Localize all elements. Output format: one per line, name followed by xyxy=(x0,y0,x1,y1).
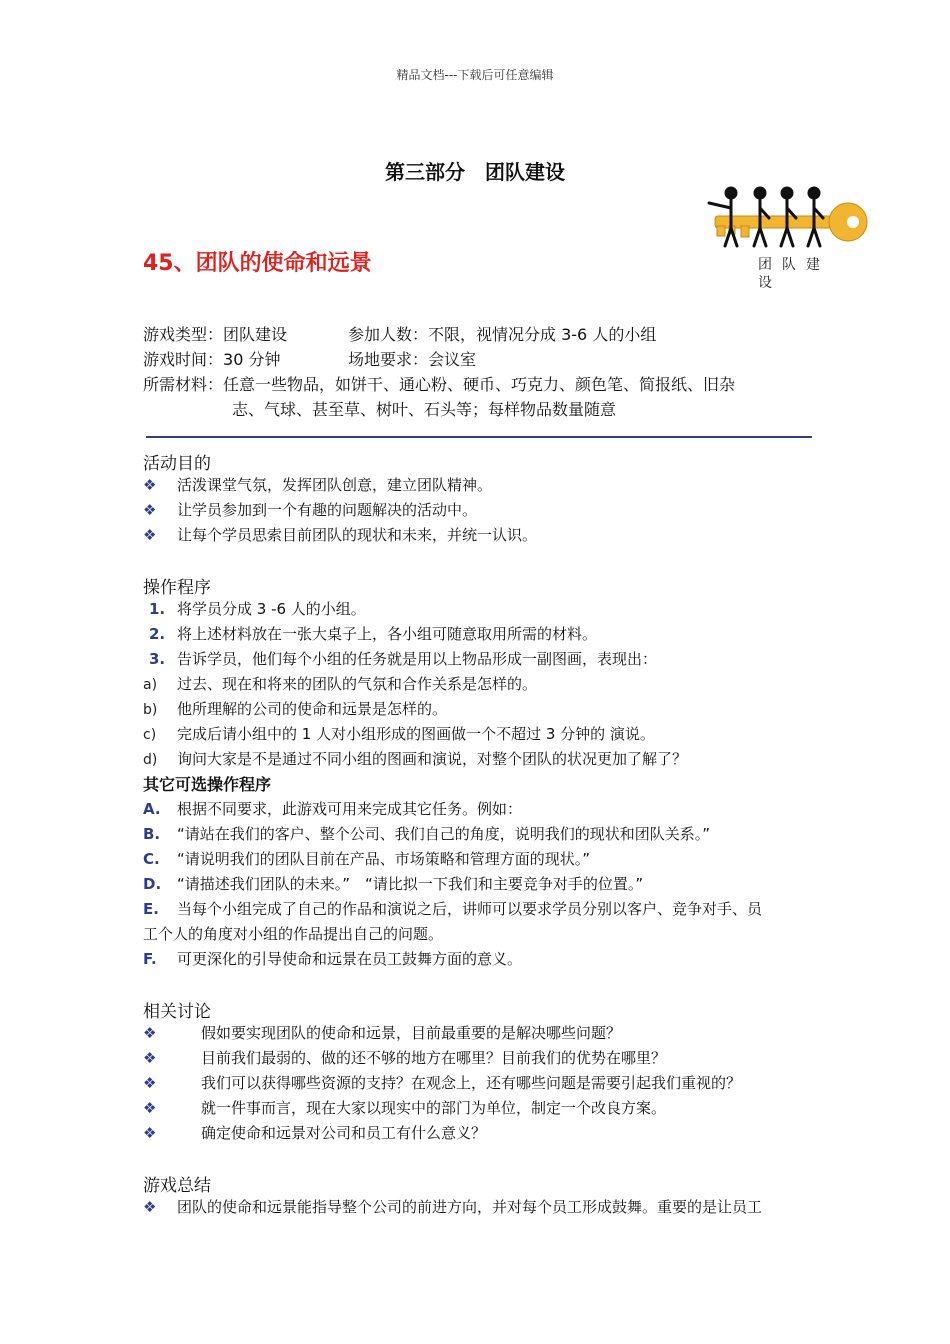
discussion-text: 目前我们最弱的、做的还不够的地方在哪里？目前我们的优势在哪里？ xyxy=(201,1049,667,1067)
optional-marker: E. xyxy=(143,900,159,918)
team-key-logo xyxy=(703,186,873,256)
sub-text: 询问大家是不是通过不同小组的图画和演说，对整个团队的状况更加了解了？ xyxy=(177,750,688,768)
goal-heading: 活动目的 xyxy=(143,454,211,474)
optional-item xyxy=(143,872,823,896)
meta-type-value: 团队建设 xyxy=(223,325,288,344)
sub-text: 过去、现在和将来的团队的气氛和合作关系是怎样的。 xyxy=(177,675,538,693)
procedure-step xyxy=(143,622,823,646)
meta-type-label: 游戏类型： xyxy=(143,325,224,344)
meta-materials-line2: 志、气球、甚至草、树叶、石头等；每样物品数量随意 xyxy=(232,400,617,419)
procedure-sub xyxy=(143,722,823,747)
bullet-icon: ❖ xyxy=(143,1074,157,1092)
meta-people-row xyxy=(348,323,656,347)
procedure-sub xyxy=(143,747,823,772)
summary-item xyxy=(143,1195,823,1219)
optional-text: “请说明我们的团队目前在产品、市场策略和管理方面的现状。” xyxy=(177,850,591,868)
discussion-heading: 相关讨论 xyxy=(143,1002,211,1022)
optional-item xyxy=(143,822,823,846)
bullet-icon: ❖ xyxy=(143,1124,157,1142)
sub-text: 他所理解的公司的使命和远景是怎样的。 xyxy=(177,700,448,718)
optional-text: “请描述我们团队的未来。” “请比拟一下我们和主要竞争对手的位置。” xyxy=(177,875,644,893)
summary-text: 团队的使命和远景能指导整个公司的前进方向，并对每个员工形成鼓舞。重要的是让员工 xyxy=(177,1198,763,1216)
part-title: 第三部分 团队建设 xyxy=(385,160,565,184)
goal-item xyxy=(143,498,823,522)
procedure-step xyxy=(143,647,823,671)
meta-venue-label: 场地要求： xyxy=(348,350,429,369)
divider xyxy=(146,436,812,438)
discussion-text: 假如要实现团队的使命和远景，目前最重要的是解决哪些问题？ xyxy=(201,1024,622,1042)
optional-item xyxy=(143,947,823,971)
procedure-sub xyxy=(143,672,823,697)
optional-marker: C. xyxy=(143,850,160,868)
discussion-item xyxy=(143,1046,823,1070)
optional-marker: B. xyxy=(143,825,161,843)
optional-item-continuation: 工个人的角度对小组的作品提出自己的问题。 xyxy=(143,925,444,943)
bullet-icon: ❖ xyxy=(143,1099,157,1117)
discussion-item xyxy=(143,1121,823,1145)
discussion-text: 我们可以获得哪些资源的支持？在观念上，还有哪些问题是需要引起我们重视的？ xyxy=(201,1074,742,1092)
goal-text: 让学员参加到一个有趣的问题解决的活动中。 xyxy=(177,501,478,519)
meta-time-value: 30 分钟 xyxy=(223,350,281,369)
goal-text: 活泼课堂气氛，发挥团队创意，建立团队精神。 xyxy=(177,476,493,494)
meta-type-row xyxy=(143,323,287,347)
step-number: 3. xyxy=(149,650,166,668)
meta-materials-line1: 任意一些物品，如饼干、通心粉、硬币、巧克力、颜色笔、简报纸、旧杂 xyxy=(223,375,736,394)
optional-marker: D. xyxy=(143,875,162,893)
meta-venue-row xyxy=(348,348,476,372)
bullet-icon: ❖ xyxy=(143,501,157,519)
meta-time-row xyxy=(143,348,280,372)
meta-people-label: 参加人数： xyxy=(348,325,429,344)
sub-marker: c) xyxy=(143,727,157,743)
bullet-icon: ❖ xyxy=(143,1198,157,1216)
step-text: 将学员分成 3 -6 人的小组。 xyxy=(177,600,366,618)
procedure-sub xyxy=(143,697,823,722)
optional-item xyxy=(143,797,823,821)
bullet-icon: ❖ xyxy=(143,1049,157,1067)
step-text: 告诉学员，他们每个小组的任务就是用以上物品形成一副图画，表现出： xyxy=(177,650,658,668)
bullet-icon: ❖ xyxy=(143,476,157,494)
goal-item xyxy=(143,523,823,547)
meta-materials-row xyxy=(143,373,735,397)
procedure-step xyxy=(143,597,823,621)
meta-venue-value: 会议室 xyxy=(428,350,477,369)
meta-people-value: 不限，视情况分成 3-6 人的小组 xyxy=(428,325,657,344)
optional-item xyxy=(143,897,823,921)
bullet-icon: ❖ xyxy=(143,526,157,544)
discussion-text: 就一件事而言，现在大家以现实中的部门为单位，制定一个改良方案。 xyxy=(201,1099,667,1117)
discussion-item xyxy=(143,1096,823,1120)
discussion-item xyxy=(143,1071,823,1095)
meta-materials-label: 所需材料： xyxy=(143,375,224,394)
step-number: 2. xyxy=(149,625,166,643)
optional-text: 可更深化的引导使命和远景在员工鼓舞方面的意义。 xyxy=(177,950,523,968)
goal-item xyxy=(143,473,823,497)
optional-marker: A. xyxy=(143,800,161,818)
sub-marker: b) xyxy=(143,702,158,718)
step-text: 将上述材料放在一张大桌子上，各小组可随意取用所需的材料。 xyxy=(177,625,598,643)
goal-text: 让每个学员思索目前团队的现状和未来，并统一认识。 xyxy=(177,526,538,544)
section-title: 45、团队的使命和远景 xyxy=(143,251,372,276)
optional-heading: 其它可选操作程序 xyxy=(143,775,272,794)
step-number: 1. xyxy=(149,600,166,618)
optional-text: 当每个小组完成了自己的作品和演说之后，讲师可以要求学员分别以客户、竞争对手、员 xyxy=(177,900,763,918)
procedure-heading: 操作程序 xyxy=(143,578,211,598)
sub-text: 完成后请小组中的 1 人对小组形成的图画做一个不超过 3 分钟的 演说。 xyxy=(177,725,655,743)
meta-time-label: 游戏时间： xyxy=(143,350,224,369)
summary-heading: 游戏总结 xyxy=(143,1176,211,1196)
discussion-text: 确定使命和远景对公司和员工有什么意义？ xyxy=(201,1124,487,1142)
bullet-icon: ❖ xyxy=(143,1024,157,1042)
optional-marker: F. xyxy=(143,950,157,968)
sub-marker: d) xyxy=(143,752,158,768)
logo-caption: 团队建设 xyxy=(758,257,830,291)
optional-text: “请站在我们的客户、整个公司、我们自己的角度，说明我们的现状和团队关系。” xyxy=(177,825,711,843)
discussion-item xyxy=(143,1021,823,1045)
header-note: 精品文档---下载后可任意编辑 xyxy=(396,68,554,82)
sub-marker: a) xyxy=(143,677,158,693)
optional-item xyxy=(143,847,823,871)
optional-text: 根据不同要求，此游戏可用来完成其它任务。例如： xyxy=(177,800,523,818)
